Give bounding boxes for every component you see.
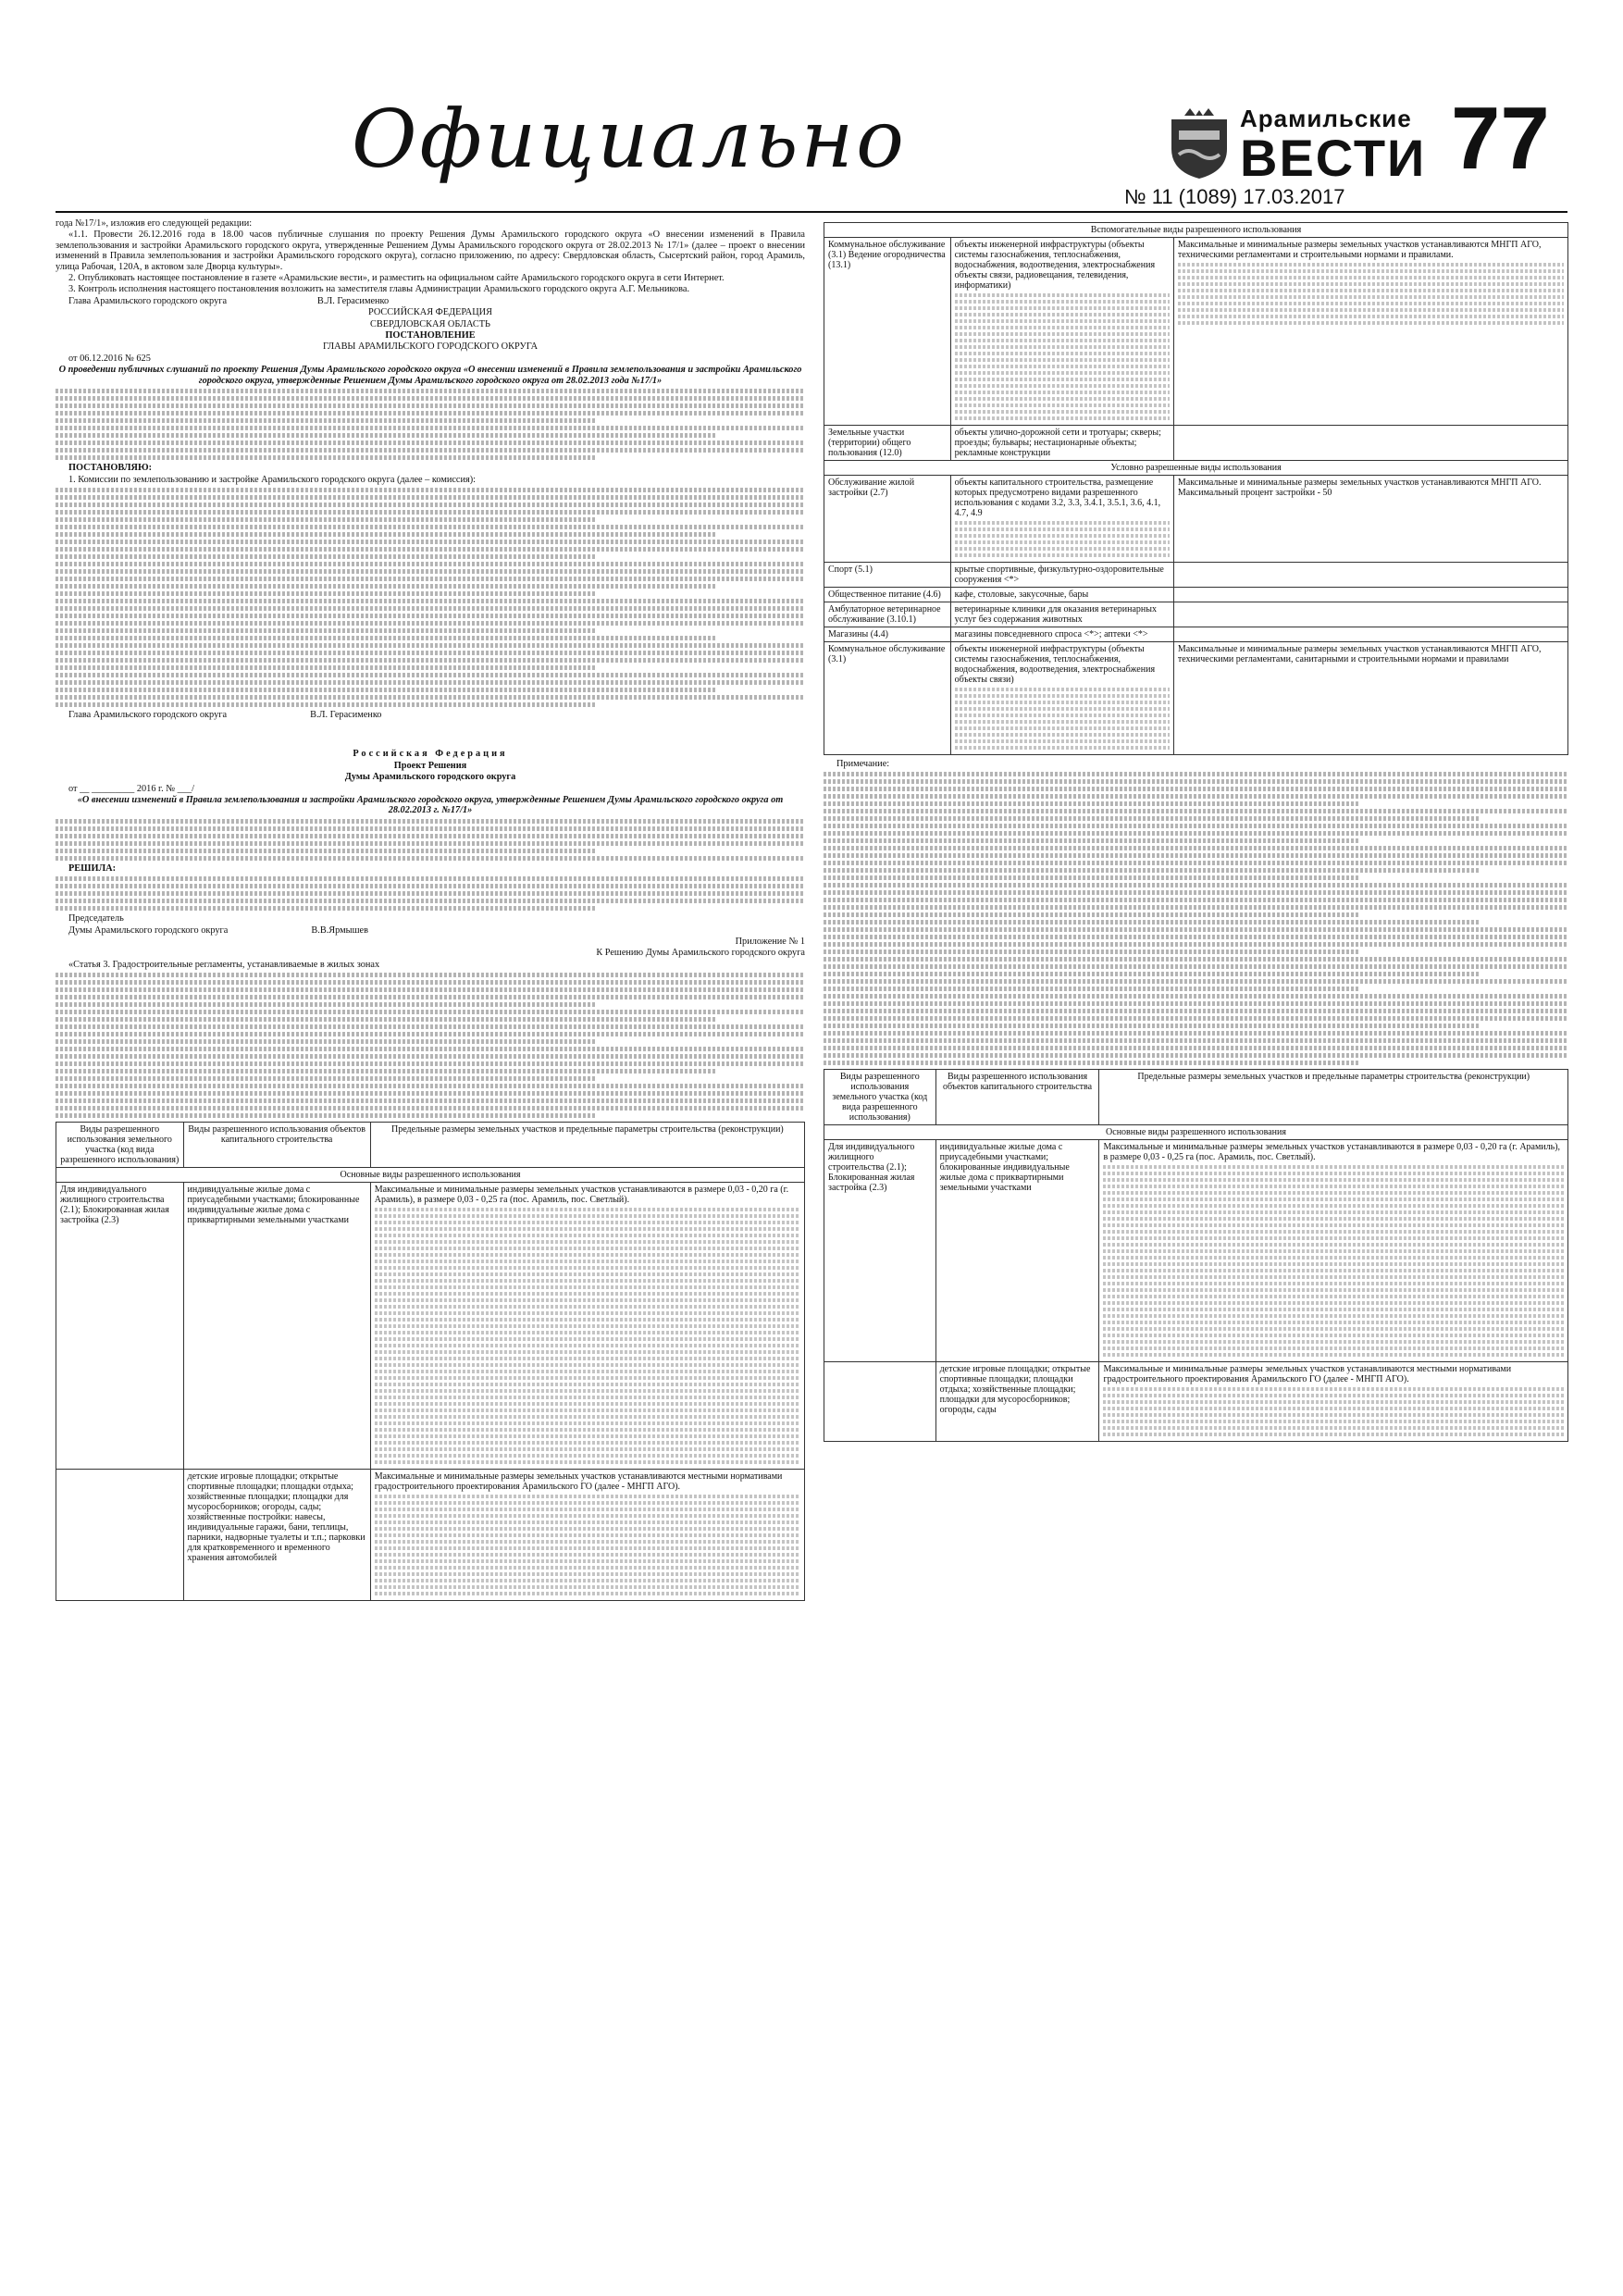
table-cell: детские игровые площадки; открытые спортивные площадки; площадки отдыха; хозяйственные площадки; площадки для мусоросборников; огороды, сады — [935, 1362, 1099, 1442]
table-header: Виды разрешенного использования земельного участка (код вида разрешенного использования) — [824, 1070, 936, 1125]
table-row — [824, 476, 1568, 563]
cell-text-block — [955, 293, 1170, 420]
heading-post: ПОСТАНОВЛЕНИЕ — [385, 330, 476, 341]
table-row — [824, 627, 1568, 642]
table-cell — [370, 1183, 804, 1470]
note-label: Примечание: — [836, 759, 890, 769]
heading-rf: РОССИЙСКАЯ ФЕДЕРАЦИЯ — [368, 307, 492, 318]
table-row — [824, 563, 1568, 588]
cell-text-block — [955, 688, 1170, 750]
cell-text: Максимальные и минимальные размеры земельных участков устанавливаются в размере 0,03 - 0,20 га (г. Арамиль), в размере 0,03 - 0,25 га (пос. Арамиль, пос. Светлый). — [374, 1185, 789, 1206]
signature: Глава Арамильского городского округа В.Л. Герасименко — [68, 709, 382, 720]
chair-signature: Думы Арамильского городского округа В.В.Ярмышев — [68, 925, 368, 936]
table-cell: индивидуальные жилые дома с приусадебными участками; блокированные индивидуальные жилые дома с приквартирными земельными участками — [935, 1140, 1099, 1362]
right-column — [824, 218, 1568, 1446]
cell-text-block — [1178, 263, 1564, 325]
table-row — [824, 426, 1568, 461]
brand-top: Арамильские — [1240, 105, 1412, 132]
paragraph: 2. Опубликовать настоящее постановление в газете «Арамильские вести», и разместить на официальном сайте Арамильского городского округа в сети Интернет. — [68, 273, 725, 284]
table-cell: кафе, столовые, закусочные, бары — [950, 588, 1173, 602]
doc-heading: О проведении публичных слушаний по проекту Решения Думы Арамильского городского округа «О внесении изменений в Правила землепользования и застройки Арамильского городского округа, утвержденные Решением Думы Арамильского городского округа от 28.02.2013 года №17/1» — [58, 365, 802, 386]
table-cell: Максимальные и минимальные размеры земельных участков устанавливаются МНГП АГО, техническими регламентами, санитарными и строительными нормами и правилами — [1173, 642, 1567, 755]
table-header: Предельные размеры земельных участков и предельные параметры строительства (реконструкции) — [370, 1123, 804, 1168]
paragraph: «1.1. Провести 26.12.2016 года в 18.00 часов публичные слушания по проекту Решения Думы Арамильского городского округа «О внесении изменений в Правила землепользования и застройки Арамильского городского округа, утвержденные Решением Думы Арамильского городского округа от 28.02.2013 № 17/1» (далее – проект о внесении изменений в Правила землепользования и застройки Арамильского городского округа), согласно приложению, по адресу: Свердловская область, Сысертский район, город Арамиль, улица Рабочая, 120А, в актовом зале Дворца культуры». — [56, 230, 805, 272]
brand-logo — [1240, 105, 1427, 187]
table-subheader: Условно разрешенные виды использования — [824, 461, 1568, 476]
body-text-block — [56, 389, 805, 460]
table-header: Виды разрешенного использования объектов капитального строительства — [935, 1070, 1099, 1125]
table-header: Виды разрешенного использования земельного участка (код вида разрешенного использования) — [56, 1123, 184, 1168]
table-row — [56, 1183, 805, 1470]
cell-text: объекты капитального строительства, размещение которых предусмотрено видами разрешенного использования с кодами 3.2, 3.3, 3.4.1, 3.5.1, 3.6, 4.1, 4.7, 4.9 — [954, 478, 1161, 518]
cell-text-block — [1103, 1165, 1564, 1357]
paragraph: 3. Контроль исполнения настоящего постановления возложить на заместителя главы Администрации Арамильского городского округа А.Г. Мельникова. — [68, 284, 690, 295]
body-text-block — [56, 876, 805, 911]
coat-of-arms-icon — [1166, 106, 1233, 180]
body-text-block — [56, 819, 805, 861]
cell-text-block — [955, 521, 1170, 557]
doc-date: от __ _________ 2016 г. № ___/ — [68, 783, 194, 794]
appendix-label: Приложение № 1 — [735, 936, 805, 947]
auxiliary-uses-table — [824, 222, 1568, 755]
table-row — [56, 1470, 805, 1601]
cell-text: Максимальные и минимальные размеры земельных участков устанавливаются местными нормативами градостроительного проектирования Арамильского ГО (далее - МНГП АГО). — [1103, 1364, 1512, 1385]
cell-text-block — [375, 1208, 800, 1464]
table-cell: Коммунальное обслуживание (3.1) Ведение огородничества (13.1) — [824, 238, 951, 426]
masthead — [56, 88, 1567, 190]
doc-heading: «О внесении изменений в Правила землепользования и застройки Арамильского городского округа, утвержденные Решением Думы Арамильского городского округа от 28.02.2013 г. №17/1» — [77, 794, 784, 816]
cell-text: объекты инженерной инфраструктуры (объекты системы газоснабжения, теплоснабжения, водоснабжения, водоотведения, электроснабжения объекты связи, радиовещания, телевидения, информатики) — [954, 240, 1156, 291]
table-cell: Обслуживание жилой застройки (2.7) — [824, 476, 951, 563]
table-row — [824, 1362, 1568, 1442]
table-row — [824, 642, 1568, 755]
table-cell: индивидуальные жилые дома с приусадебными участками; блокированные индивидуальные жилые дома с приквартирными земельными участками — [183, 1183, 370, 1470]
cell-text: Максимальные и минимальные размеры земельных участков устанавливаются местными нормативами градостроительного проектирования Арамильского ГО (далее - МНГП АГО). — [374, 1471, 783, 1493]
left-column — [56, 218, 805, 1605]
table-row — [824, 602, 1568, 627]
table-cell — [950, 238, 1173, 426]
body-text-block — [824, 772, 1568, 1065]
table-cell: Для индивидуального жилищного строительства (2.1); Блокированная жилая застройка (2.3) — [824, 1140, 936, 1362]
reshila: РЕШИЛА: — [68, 863, 117, 874]
table-cell — [950, 476, 1173, 563]
newspaper-section-title: Официально — [352, 93, 907, 186]
table-cell — [1173, 238, 1567, 426]
paragraph: 1. Комиссии по землепользованию и застройке Арамильского городского округа (далее – комиссия): — [68, 474, 477, 485]
regulations-table-2 — [824, 1069, 1568, 1442]
signature: Глава Арамильского городского округа В.Л. Герасименко — [68, 295, 390, 306]
table-cell: ветеринарные клиники для оказания ветеринарных услуг без содержания животных — [950, 602, 1173, 627]
table-cell: магазины повседневного спроса <*>; аптеки <*> — [950, 627, 1173, 642]
cell-text: Максимальные и минимальные размеры земельных участков устанавливаются МНГП АГО, техническими регламентами и строительными нормами и правилами. — [1177, 240, 1542, 260]
heading-so: СВЕРДЛОВСКАЯ ОБЛАСТЬ — [370, 318, 490, 329]
cell-text: Максимальные и минимальные размеры земельных участков устанавливаются в размере 0,03 - 0,20 га (г. Арамиль), в размере 0,03 - 0,25 га (пос. Арамиль, пос. Светлый). — [1103, 1142, 1561, 1163]
heading-proekt: Проект Решения — [393, 760, 467, 771]
table-cell: детские игровые площадки; открытые спортивные площадки; площадки отдыха; хозяйственные площадки; площадки для мусоросборников; огороды, сады; хозяйственные постройки: навесы, индивидуальные гаражи, бани, теплицы, парники, надворные туалеты и т.п.; парковки для кратковременного и временного хранения автомобилей — [183, 1470, 370, 1601]
cell-text: объекты инженерной инфраструктуры (объекты системы газоснабжения, теплоснабжения, водоснабжения, водоотведения, электроснабжения объекты связи) — [954, 644, 1156, 685]
table-row — [824, 588, 1568, 602]
table-header: Виды разрешенного использования объектов капитального строительства — [183, 1123, 370, 1168]
table-row — [824, 1140, 1568, 1362]
heading-rf2: Российская Федерация — [353, 749, 508, 760]
chair-title: Председатель — [68, 913, 124, 925]
header-rule — [56, 211, 1567, 213]
table-cell: Максимальные и минимальные размеры земельных участков устанавливаются МНГП АГО. Максимальный процент застройки - 50 — [1173, 476, 1567, 563]
appendix-label: К Решению Думы Арамильского городского округа — [596, 948, 805, 959]
regulations-table — [56, 1122, 805, 1601]
cell-text-block — [1103, 1387, 1564, 1436]
table-subheader: Основные виды разрешенного использования — [824, 1125, 1568, 1140]
postanovlyayu: ПОСТАНОВЛЯЮ: — [68, 463, 152, 474]
table-cell — [370, 1470, 804, 1601]
table-cell — [1099, 1140, 1568, 1362]
heading-glava: ГЛАВЫ АРАМИЛЬСКОГО ГОРОДСКОГО ОКРУГА — [322, 341, 539, 353]
table-cell: Коммунальное обслуживание (3.1) — [824, 642, 951, 755]
paragraph: «Статья 3. Градостроительные регламенты, устанавливаемые в жилых зонах — [68, 959, 380, 970]
table-cell: Земельные участки (территории) общего пользования (12.0) — [824, 426, 951, 461]
table-header: Предельные размеры земельных участков и предельные параметры строительства (реконструкции) — [1099, 1070, 1568, 1125]
body-text-block — [56, 973, 805, 1118]
doc-date: от 06.12.2016 № 625 — [68, 353, 151, 364]
table-cell: Магазины (4.4) — [824, 627, 951, 642]
table-cell: крытые спортивные, физкультурно-оздоровительные сооружения <*> — [950, 563, 1173, 588]
paragraph: года №17/1», изложив его следующей редакции: — [56, 218, 253, 229]
table-cell: Амбулаторное ветеринарное обслуживание (3.10.1) — [824, 602, 951, 627]
issue-info: № 11 (1089) 17.03.2017 — [1124, 185, 1345, 208]
table-cell — [1099, 1362, 1568, 1442]
cell-text-block — [375, 1495, 800, 1595]
table-cell: Для индивидуального жилищного строительства (2.1); Блокированная жилая застройка (2.3) — [56, 1183, 184, 1470]
table-cell: Спорт (5.1) — [824, 563, 951, 588]
table-row — [824, 238, 1568, 426]
table-subheader: Вспомогательные виды разрешенного использования — [824, 223, 1568, 238]
table-cell: объекты улично-дорожной сети и тротуары; скверы; проезды; бульвары; нестационарные объекты; рекламные конструкции — [950, 426, 1173, 461]
table-cell — [950, 642, 1173, 755]
table-subheader: Основные виды разрешенного использования — [56, 1168, 805, 1183]
page-number: 77 — [1451, 89, 1550, 188]
table-cell: Общественное питание (4.6) — [824, 588, 951, 602]
body-text-block — [56, 488, 805, 707]
brand-main: ВЕСТИ — [1240, 129, 1427, 187]
heading-duma: Думы Арамильского городского округа — [344, 772, 516, 783]
